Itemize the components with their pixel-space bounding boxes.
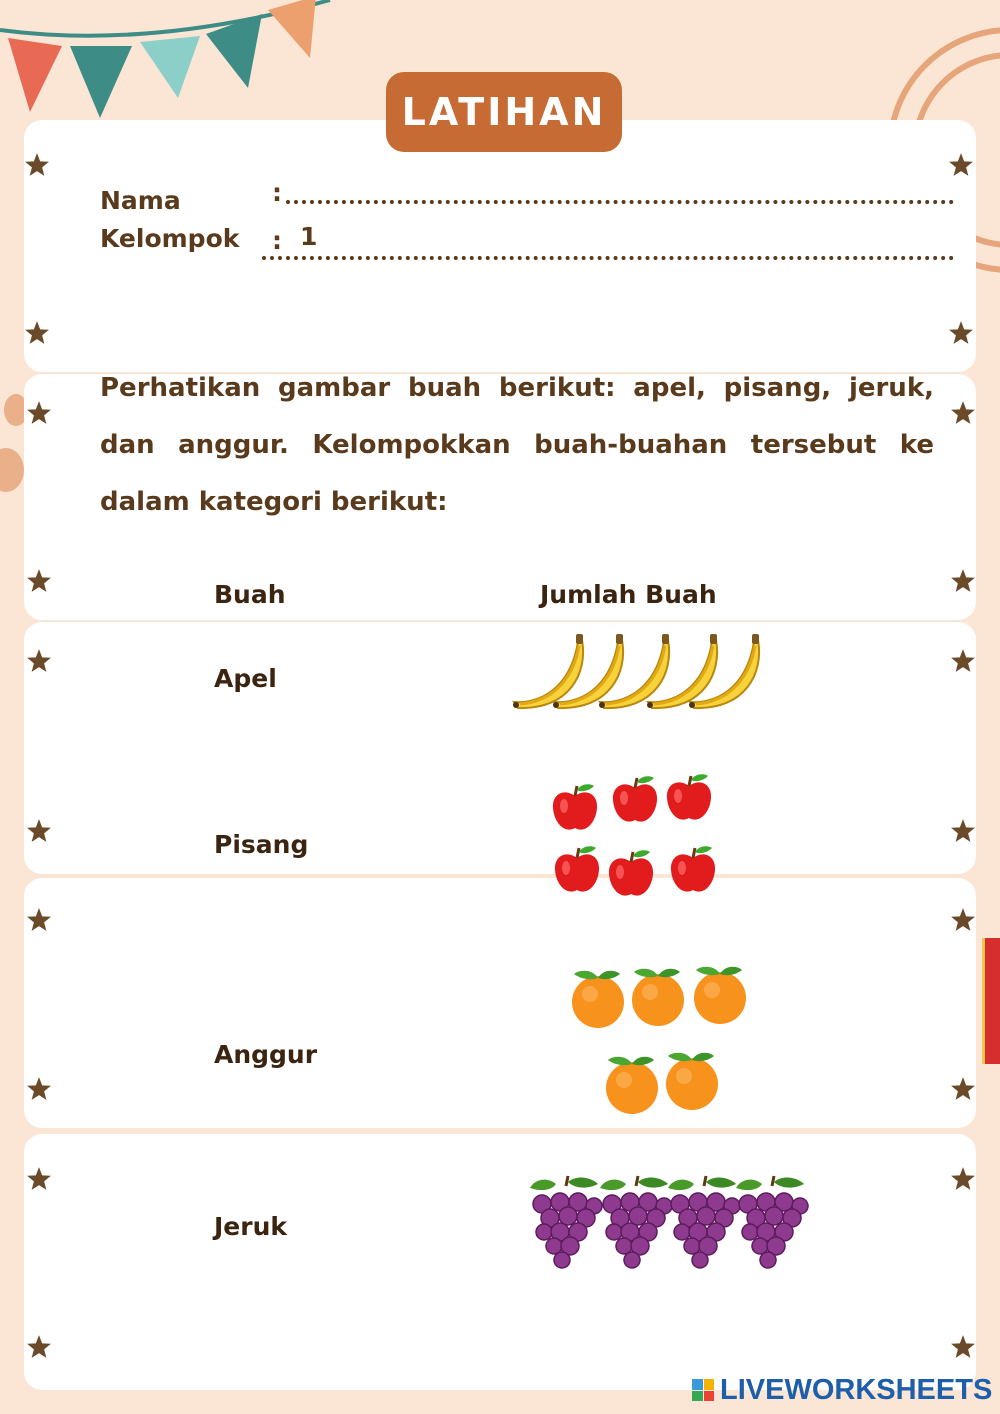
star-icon	[26, 818, 52, 844]
row-label-3: Anggur	[214, 1040, 318, 1069]
apple-icon	[610, 774, 660, 826]
name-colon: :	[272, 178, 282, 207]
brand-text: LIVEWORKSHEETS	[720, 1373, 993, 1406]
instructions-text: Perhatikan gambar buah berikut: apel, pisang, jeruk, dan anggur. Kelompokkan buah-buahan tersebut ke dalam kategori berikut:	[100, 373, 934, 517]
star-icon	[24, 152, 50, 178]
grapes-icon	[732, 1174, 812, 1274]
star-icon	[26, 1334, 52, 1360]
orange-icon	[626, 964, 690, 1028]
banana-icon	[684, 632, 764, 712]
row-card-3	[24, 1134, 976, 1390]
apple-icon	[552, 844, 602, 896]
star-icon	[26, 1076, 52, 1102]
row-label-2: Pisang	[214, 830, 309, 859]
orange-icon	[688, 962, 752, 1026]
star-icon	[950, 1166, 976, 1192]
column-header-count: Jumlah Buah	[540, 580, 717, 609]
column-header-fruit: Buah	[214, 580, 286, 609]
name-label: Nama	[100, 186, 181, 215]
grapes-icon	[526, 1174, 606, 1274]
row-label-4: Jeruk	[214, 1212, 288, 1241]
star-icon	[948, 320, 974, 346]
star-icon	[950, 568, 976, 594]
star-icon	[26, 400, 52, 426]
star-icon	[950, 648, 976, 674]
star-icon	[950, 907, 976, 933]
group-input-value[interactable]: 1	[300, 222, 318, 251]
row-card-2	[24, 878, 976, 1128]
star-icon	[26, 1166, 52, 1192]
page-title: LATIHAN	[386, 72, 622, 152]
row-card-1	[24, 622, 976, 874]
apple-icon	[606, 848, 656, 900]
star-icon	[24, 320, 50, 346]
group-input[interactable]	[262, 256, 954, 260]
star-icon	[948, 152, 974, 178]
liveworksheets-logo-icon	[692, 1379, 714, 1401]
star-icon	[950, 400, 976, 426]
apple-icon	[550, 782, 600, 834]
group-colon: :	[272, 226, 282, 255]
apple-icon	[664, 772, 714, 824]
star-icon	[950, 818, 976, 844]
row-label-1: Apel	[214, 664, 277, 693]
star-icon	[950, 1076, 976, 1102]
orange-icon	[600, 1052, 664, 1116]
star-icon	[26, 907, 52, 933]
orange-icon	[566, 966, 630, 1030]
side-tab-decoration	[982, 938, 1000, 1064]
name-input[interactable]	[286, 200, 954, 204]
orange-icon	[660, 1048, 724, 1112]
star-icon	[26, 648, 52, 674]
group-label: Kelompok	[100, 224, 240, 253]
star-icon	[26, 568, 52, 594]
apple-icon	[668, 844, 718, 896]
star-icon	[950, 1334, 976, 1360]
liveworksheets-logo[interactable]	[692, 1374, 992, 1406]
